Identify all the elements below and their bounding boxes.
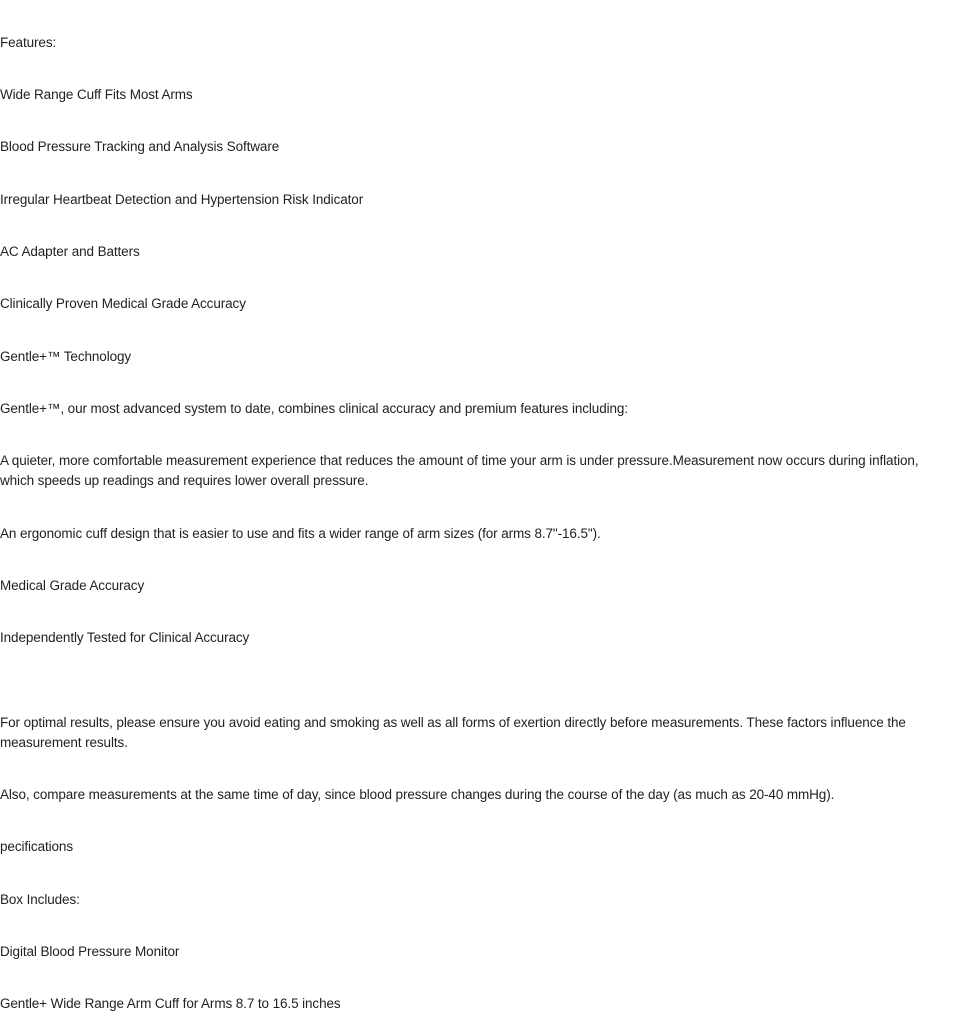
box-item: Gentle+ Wide Range Arm Cuff for Arms 8.7 to 16.5 inches <box>0 996 341 1011</box>
quieter-measurement-paragraph: A quieter, more comfortable measurement experience that reduces the amount of time your arm is under pressure.Measurement now occurs during inflation, which speeds up readings and requires lower overall pressure. <box>0 453 919 488</box>
specifications-heading: pecifications <box>0 839 73 854</box>
features-heading: Features: <box>0 35 57 50</box>
optimal-results-paragraph: For optimal results, please ensure you avoid eating and smoking as well as all forms of exertion directly before measurements. These factors influence the measurement results. <box>0 715 906 750</box>
feature-item: AC Adapter and Batters <box>0 244 140 259</box>
box-item: Digital Blood Pressure Monitor <box>0 944 180 959</box>
box-includes-heading: Box Includes: <box>0 892 80 907</box>
ergonomic-cuff-paragraph: An ergonomic cuff design that is easier to use and fits a wider range of arm sizes (for arms 8.7"-16.5"). <box>0 526 601 541</box>
feature-item: Clinically Proven Medical Grade Accuracy <box>0 296 246 311</box>
compare-measurements-paragraph: Also, compare measurements at the same time of day, since blood pressure changes during the course of the day (as much as 20-40 mmHg). <box>0 787 835 802</box>
medical-grade-accuracy: Medical Grade Accuracy <box>0 578 145 593</box>
feature-item: Wide Range Cuff Fits Most Arms <box>0 87 193 102</box>
independently-tested: Independently Tested for Clinical Accuracy <box>0 630 250 645</box>
feature-item: Blood Pressure Tracking and Analysis Software <box>0 139 280 154</box>
gentle-intro-paragraph: Gentle+™, our most advanced system to date, combines clinical accuracy and premium features including: <box>0 401 628 416</box>
feature-item: Gentle+™ Technology <box>0 349 132 364</box>
feature-item: Irregular Heartbeat Detection and Hypertension Risk Indicator <box>0 192 364 207</box>
